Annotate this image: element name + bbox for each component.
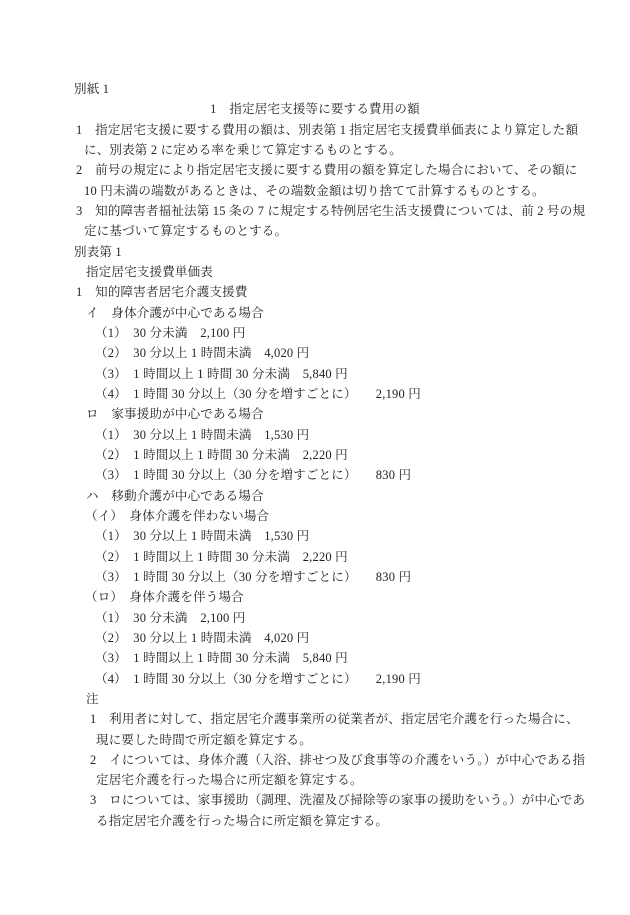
line-text: （ロ） 身体介護を伴う場合 — [85, 590, 244, 605]
line-text: （4） 1 時間 30 分以上（30 分を増すごとに） 2,190 円 — [95, 386, 421, 401]
line-text: 現に要した時間で所定額を算定する。 — [96, 732, 312, 747]
line-note-continuation — [0, 811, 630, 831]
line-text: 注 — [86, 691, 99, 706]
line-section-heading — [0, 99, 630, 119]
line-text: 別紙 1 — [74, 82, 110, 96]
line-text: 1 指定居宅支援等に要する費用の額 — [210, 102, 420, 117]
line-price-item — [0, 669, 630, 689]
line-notes-label — [0, 689, 630, 709]
line-text: （2） 30 分以上 1 時間未満 4,020 円 — [95, 630, 310, 645]
line-text: （3） 1 時間 30 分以上（30 分を増すごとに） 830 円 — [95, 468, 412, 483]
line-text: に、別表第 2 に定める率を乗じて算定するものとする。 — [84, 142, 402, 157]
line-text: 2 イについては、身体介護（入浴、排せつ及び食事等の介護をいう。）が中心である指 — [90, 752, 586, 767]
document-body — [0, 79, 630, 831]
line-text: ハ 移動介護が中心である場合 — [86, 488, 264, 503]
line-text: （2） 1 時間以上 1 時間 30 分未満 2,220 円 — [95, 447, 348, 462]
line-sub-item — [0, 486, 630, 506]
line-note-continuation — [0, 730, 630, 750]
line-note — [0, 709, 630, 729]
line-text: （1） 30 分以上 1 時間未満 1,530 円 — [95, 427, 310, 442]
line-text: （4） 1 時間 30 分以上（30 分を増すごとに） 2,190 円 — [95, 671, 421, 686]
line-attachment-label — [0, 79, 630, 99]
line-price-item — [0, 465, 630, 485]
line-price-item — [0, 384, 630, 404]
line-sub-sub-item — [0, 587, 630, 607]
line-price-item — [0, 526, 630, 546]
line-price-item — [0, 323, 630, 343]
line-price-item — [0, 364, 630, 384]
line-price-item — [0, 445, 630, 465]
line-text: 3 ロについては、家事援助（調理、洗濯及び掃除等の家事の援助をいう。）が中心であ — [90, 793, 586, 808]
line-text: 1 利用者に対して、指定居宅介護事業所の従業者が、指定居宅介護を行った場合に、 — [90, 712, 579, 727]
line-item — [0, 282, 630, 302]
line-sub-sub-item — [0, 506, 630, 526]
line-text: イ 身体介護が中心である場合 — [86, 305, 264, 320]
line-text: （1） 30 分未満 2,100 円 — [95, 610, 246, 625]
line-text: 1 指定居宅支援に要する費用の額は、別表第 1 指定居宅支援費単価表により算定した額 — [76, 122, 579, 137]
line-text: る指定居宅介護を行った場合に所定額を算定する。 — [96, 813, 389, 828]
line-text: （3） 1 時間 30 分以上（30 分を増すごとに） 830 円 — [95, 569, 412, 584]
line-clause — [0, 201, 630, 221]
line-clause-continuation — [0, 221, 630, 241]
line-price-item — [0, 547, 630, 567]
line-text: 3 知的障害者福祉法第 15 条の 7 に規定する特例居宅生活支援費については、前 2 号の規 — [76, 203, 586, 218]
line-price-item — [0, 343, 630, 363]
line-text: 2 前号の規定により指定居宅支援に要する費用の額を算定した場合において、その額に — [76, 163, 578, 178]
line-table-title — [0, 262, 630, 282]
line-text: （イ） 身体介護を伴わない場合 — [85, 508, 270, 523]
line-text: 定に基づいて算定するものとする。 — [84, 224, 288, 239]
line-price-item — [0, 608, 630, 628]
line-text: 指定居宅支援費単価表 — [86, 264, 214, 279]
line-clause-continuation — [0, 140, 630, 160]
line-text: 10 円未満の端数があるときは、その端数金額は切り捨てて計算するものとする。 — [84, 183, 545, 198]
line-text: ロ 家事援助が中心である場合 — [86, 407, 264, 422]
line-text: 別表第 1 — [74, 244, 122, 259]
line-table-label — [0, 242, 630, 262]
line-sub-item — [0, 404, 630, 424]
line-clause — [0, 160, 630, 180]
line-text: （3） 1 時間以上 1 時間 30 分未満 5,840 円 — [95, 651, 348, 666]
line-note — [0, 790, 630, 810]
line-clause-continuation — [0, 181, 630, 201]
line-price-item — [0, 567, 630, 587]
line-text: （2） 1 時間以上 1 時間 30 分未満 2,220 円 — [95, 549, 348, 564]
line-price-item — [0, 425, 630, 445]
line-note-continuation — [0, 770, 630, 790]
line-note — [0, 750, 630, 770]
line-text: 定居宅介護を行った場合に所定額を算定する。 — [96, 773, 363, 788]
line-text: （3） 1 時間以上 1 時間 30 分未満 5,840 円 — [95, 366, 348, 381]
line-sub-item — [0, 303, 630, 323]
line-clause — [0, 120, 630, 140]
line-price-item — [0, 628, 630, 648]
line-text: （2） 30 分以上 1 時間未満 4,020 円 — [95, 346, 310, 361]
line-price-item — [0, 648, 630, 668]
line-text: （1） 30 分未満 2,100 円 — [95, 325, 246, 340]
line-text: 1 知的障害者居宅介護支援費 — [76, 285, 248, 300]
line-text: （1） 30 分以上 1 時間未満 1,530 円 — [95, 529, 310, 544]
